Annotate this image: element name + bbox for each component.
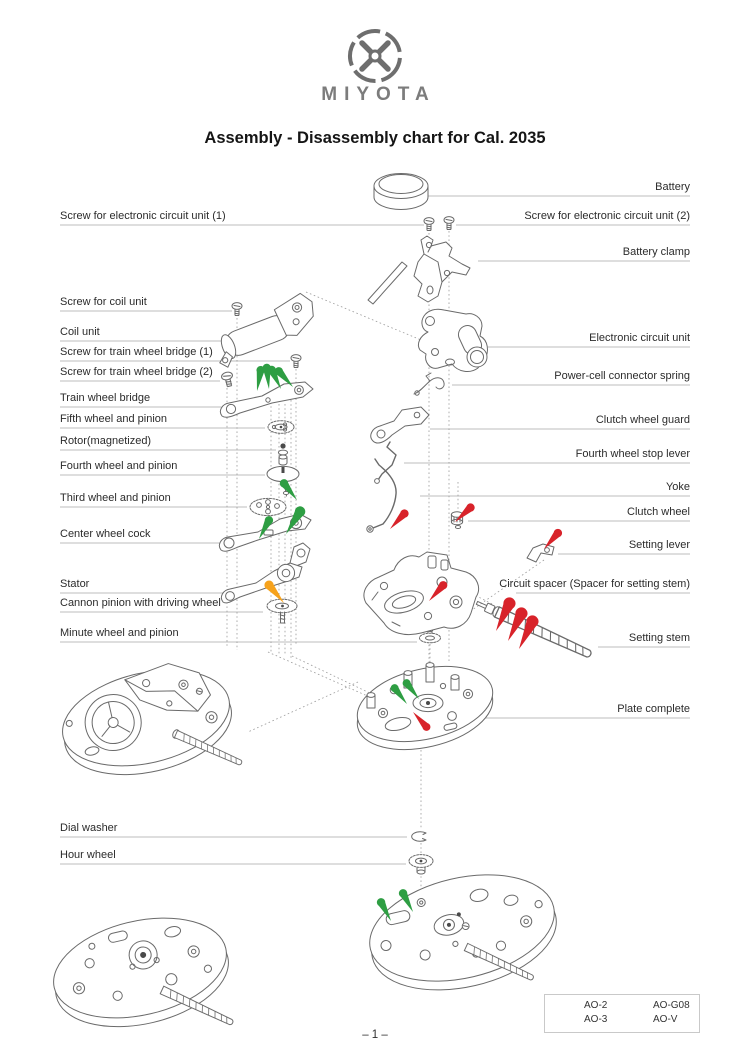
legend-label-aog08: AO-G08 bbox=[653, 1000, 690, 1011]
label-third-wheel: Third wheel and pinion bbox=[60, 492, 171, 504]
label-minute-wheel: Minute wheel and pinion bbox=[60, 627, 179, 639]
part-coil-unit bbox=[207, 291, 323, 370]
miyota-logo-icon bbox=[343, 24, 407, 88]
label-screw-train-bridge-2: Screw for train wheel bridge (2) bbox=[60, 366, 213, 378]
label-power-cell-spring: Power-cell connector spring bbox=[554, 370, 690, 382]
label-clutch-wheel-guard: Clutch wheel guard bbox=[595, 414, 690, 426]
label-hour-wheel: Hour wheel bbox=[60, 849, 116, 861]
label-screw-coil-unit: Screw for coil unit bbox=[60, 296, 147, 308]
part-rotor bbox=[278, 443, 287, 465]
label-setting-stem: Setting stem bbox=[628, 632, 690, 644]
part-movement-dial bbox=[359, 858, 567, 1006]
page-title: Assembly - Disassembly chart for Cal. 2035 bbox=[204, 129, 546, 147]
label-battery: Battery bbox=[655, 181, 690, 193]
label-fourth-wheel: Fourth wheel and pinion bbox=[60, 460, 178, 472]
label-screw-ecu-2: Screw for electronic circuit unit (2) bbox=[524, 210, 690, 222]
part-movement-dial-hour-wheel bbox=[44, 902, 239, 1042]
part-dial-washer bbox=[412, 832, 426, 842]
label-cannon-pinion: Cannon pinion with driving wheel bbox=[60, 597, 221, 609]
part-hour-wheel bbox=[409, 855, 433, 874]
screw-train-bridge-1 bbox=[291, 355, 301, 368]
label-fourth-wheel-stop-lever: Fourth wheel stop lever bbox=[575, 448, 690, 460]
label-stator: Stator bbox=[60, 578, 90, 590]
part-yoke bbox=[367, 459, 396, 532]
label-screw-train-bridge-1: Screw for train wheel bridge (1) bbox=[60, 346, 213, 358]
label-rotor: Rotor(magnetized) bbox=[60, 435, 152, 447]
part-fifth-wheel bbox=[268, 421, 294, 434]
label-battery-clamp: Battery clamp bbox=[622, 246, 690, 258]
legend-label-ao3: AO-3 bbox=[584, 1014, 608, 1025]
legend-label-aov: AO-V bbox=[653, 1014, 678, 1025]
legend-label-ao2: AO-2 bbox=[584, 1000, 608, 1011]
label-circuit-spacer: Circuit spacer (Spacer for setting stem) bbox=[499, 578, 690, 590]
label-electronic-circuit-unit: Electronic circuit unit bbox=[589, 332, 690, 344]
screw-train-bridge-2 bbox=[221, 371, 235, 387]
brand-logo-text: MIYOTA bbox=[321, 84, 436, 105]
part-train-wheel-bridge bbox=[220, 382, 313, 417]
part-circuit-spacer bbox=[364, 552, 479, 635]
page-number: – 1 – bbox=[362, 1029, 388, 1041]
label-train-wheel-bridge: Train wheel bridge bbox=[60, 392, 151, 404]
label-fifth-wheel: Fifth wheel and pinion bbox=[60, 413, 168, 425]
label-setting-lever: Setting lever bbox=[628, 539, 690, 551]
part-stator bbox=[221, 543, 310, 603]
label-screw-ecu-1: Screw for electronic circuit unit (1) bbox=[60, 210, 226, 222]
label-dial-washer: Dial washer bbox=[60, 822, 118, 834]
label-yoke: Yoke bbox=[665, 481, 690, 493]
label-coil-unit: Coil unit bbox=[60, 326, 100, 338]
part-third-wheel bbox=[250, 498, 286, 515]
label-plate-complete: Plate complete bbox=[617, 703, 690, 715]
label-clutch-wheel: Clutch wheel bbox=[627, 506, 690, 518]
label-center-wheel-cock: Center wheel cock bbox=[60, 528, 151, 540]
part-movement-assembled bbox=[52, 652, 243, 790]
screw-coil-unit bbox=[232, 303, 242, 316]
part-cannon-pinion bbox=[267, 599, 297, 623]
